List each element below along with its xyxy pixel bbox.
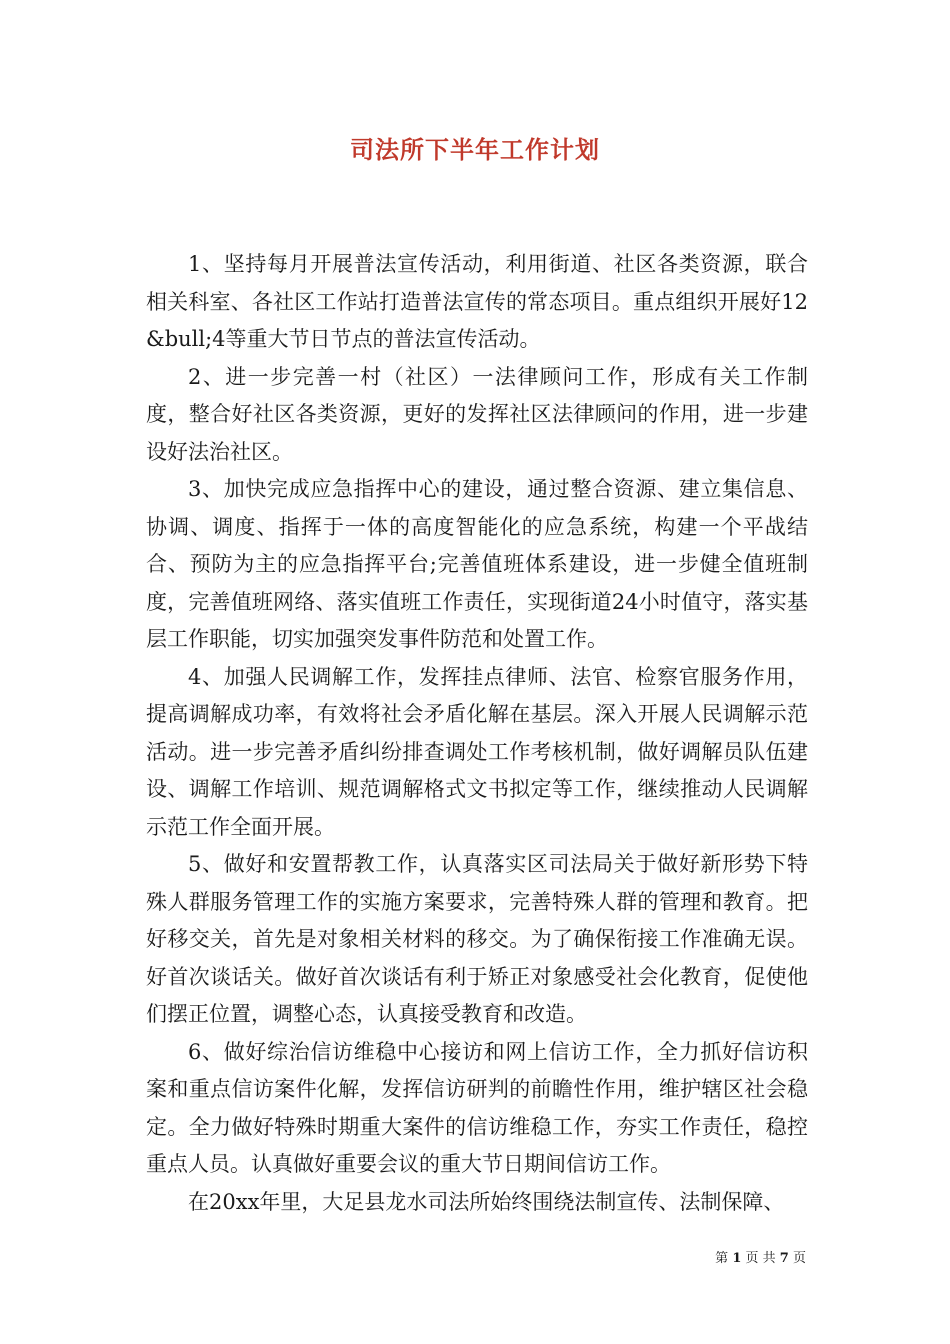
page-number-suffix: 页 bbox=[792, 1251, 806, 1266]
paragraph-4: 4、加强人民调解工作，发挥挂点律师、法官、检察官服务作用，提高调解成功率，有效将社会矛盾化解在基层。深入开展人民调解示范活动。进一步完善矛盾纠纷排查调处工作考核机制，做好调解员队伍建设、调解工作培训、规范调解格式文书拟定等工作，继续推动人民调解示范工作全面开展。 bbox=[146, 664, 808, 839]
paragraph-6: 6、做好综治信访维稳中心接访和网上信访工作，全力抓好信访积案和重点信访案件化解，发挥信访研判的前瞻性作用，维护辖区社会稳定。全力做好特殊时期重大案件的信访维稳工作，夯实工作责任，稳控重点人员。认真做好重要会议的重大节日期间信访工作。 bbox=[146, 1039, 808, 1176]
paragraph-5: 5、做好和安置帮教工作，认真落实区司法局关于做好新形势下特殊人群服务管理工作的实施方案要求，完善特殊人群的管理和教育。把好移交关，首先是对象相关材料的移交。为了确保衔接工作准确无误。好首次谈话关。做好首次谈话有利于矫正对象感受社会化教育，促使他们摆正位置，调整心态，认真接受教育和改造。 bbox=[146, 852, 808, 1026]
page-number-middle: 页 共 bbox=[745, 1251, 776, 1266]
document-body bbox=[146, 246, 808, 1221]
document-title: 司法所下半年工作计划 bbox=[350, 135, 600, 164]
paragraph-7: 在20xx年里，大足县龙水司法所始终围绕法制宣传、法制保障、 bbox=[188, 1189, 785, 1214]
paragraph-1: 1、坚持每月开展普法宣传活动，利用街道、社区各类资源，联合相关科室、各社区工作站打造普法宣传的常态项目。重点组织开展好12&bull;4等重大节日节点的普法宣传活动。 bbox=[146, 252, 808, 351]
page-number-total: 7 bbox=[779, 1251, 789, 1266]
paragraph-3: 3、加快完成应急指挥中心的建设，通过整合资源、建立集信息、协调、调度、指挥于一体的高度智能化的应急系统，构建一个平战结合、预防为主的应急指挥平台;完善值班体系建设，进一步健全值班制度，完善值班网络、落实值班工作责任，实现街道24小时值守，落实基层工作职能，切实加强突发事件防范和处置工作。 bbox=[146, 477, 808, 651]
paragraph-2: 2、进一步完善一村（社区）一法律顾问工作，形成有关工作制度，整合好社区各类资源，更好的发挥社区法律顾问的作用，进一步建设好法治社区。 bbox=[146, 364, 808, 464]
page-number bbox=[715, 1247, 806, 1266]
page-number-prefix: 第 bbox=[715, 1251, 729, 1266]
page-number-current: 1 bbox=[732, 1251, 742, 1266]
